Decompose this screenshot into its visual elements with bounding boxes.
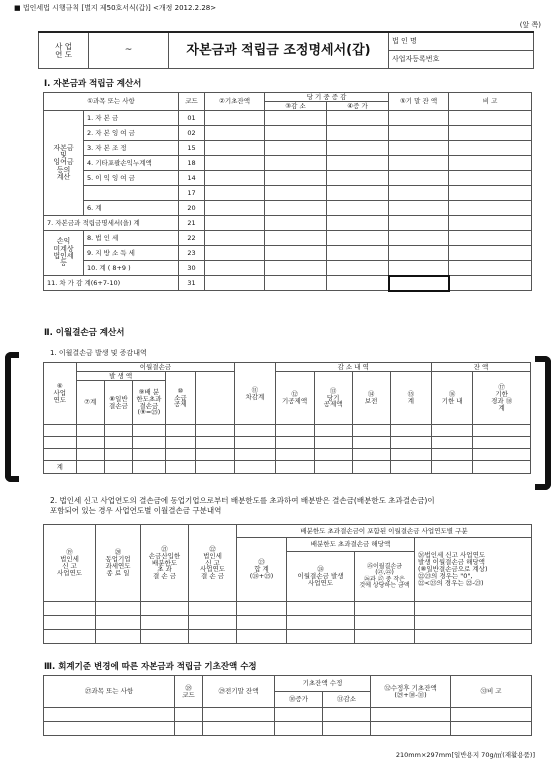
cell[interactable] [196, 437, 235, 449]
cell[interactable] [449, 156, 532, 171]
row-item: 3. 자 본 조 정 [84, 141, 179, 156]
cell[interactable] [44, 602, 96, 616]
cell-end-total[interactable] [389, 276, 449, 291]
cell[interactable] [165, 449, 195, 461]
cell[interactable] [327, 201, 389, 216]
cell[interactable] [314, 449, 352, 461]
cell[interactable] [287, 616, 355, 630]
col-c21: ㉑ 손금산입한 배분한도 초 과 결 손 금 [141, 525, 189, 602]
corp-name-field[interactable]: 법 인 명 [389, 32, 534, 50]
col-note: 비 고 [449, 93, 532, 111]
cell[interactable] [275, 722, 323, 736]
cell[interactable] [205, 216, 265, 231]
form-reference: ■ 법인세법 시행규칙 [별지 제50호서식(갑)] <개정 2012.2.28> [14, 4, 217, 12]
cell[interactable] [104, 449, 132, 461]
cell[interactable] [44, 708, 175, 722]
cell[interactable] [352, 437, 390, 449]
biz-reg-field[interactable]: 사업자등록번호 [389, 50, 534, 69]
row-code: 17 [179, 186, 205, 201]
cell[interactable] [235, 461, 275, 474]
cell[interactable] [104, 437, 132, 449]
cell[interactable] [327, 126, 389, 141]
loss-total-label: 계 [44, 461, 77, 474]
cell[interactable] [449, 141, 532, 156]
cell[interactable] [327, 156, 389, 171]
section2-sub1: 1. 이월결손금 발생 및 증감내역 [50, 349, 147, 357]
cell[interactable] [133, 437, 166, 449]
page-side-label: (앞 쪽) [519, 21, 541, 29]
cell[interactable] [196, 449, 235, 461]
col-refund: ⑩ 소급 공제 [165, 372, 195, 425]
cell[interactable] [389, 216, 449, 231]
cell[interactable] [473, 461, 531, 474]
split-table [43, 524, 532, 644]
cell[interactable] [44, 437, 77, 449]
cell[interactable] [389, 111, 449, 126]
cell[interactable] [352, 449, 390, 461]
cell[interactable] [205, 141, 265, 156]
cell[interactable] [415, 630, 532, 644]
cell[interactable] [104, 425, 132, 437]
cell[interactable] [265, 261, 327, 276]
cell[interactable] [355, 602, 415, 616]
cell[interactable] [389, 156, 449, 171]
cell[interactable] [449, 276, 532, 291]
hand-drawn-right-bracket [535, 356, 551, 490]
cell[interactable] [314, 437, 352, 449]
title-block [38, 31, 534, 69]
cell[interactable] [355, 616, 415, 630]
col-split: 배분한도 초과결손금이 포함된 이월결손금 사업연도별 구분 [237, 525, 532, 538]
row-code: 01 [179, 111, 205, 126]
cell[interactable] [133, 449, 166, 461]
col-c25: ㉕이월결손금 (㉑,㉒) ㉖과 ㉗ 중 작은 것에 상당하는 금액 [355, 552, 415, 602]
cell[interactable] [141, 630, 189, 644]
cell[interactable] [473, 425, 531, 437]
cell[interactable] [432, 437, 473, 449]
cell[interactable] [451, 722, 532, 736]
col-c22: ㉒ 법인세 신 고 사업연도 결 손 금 [189, 525, 237, 602]
cell[interactable] [44, 722, 175, 736]
cell[interactable] [205, 126, 265, 141]
cell[interactable] [314, 425, 352, 437]
col-code: ㉘ 코드 [175, 676, 203, 708]
col-code: 코드 [179, 93, 205, 111]
cell[interactable] [352, 425, 390, 437]
cell[interactable] [389, 201, 449, 216]
section3-heading: Ⅲ. 회계기준 변경에 따른 자본금과 적립금 기초잔액 수정 [44, 662, 257, 672]
row-item: 5. 이 익 잉 여 금 [84, 171, 179, 186]
cell[interactable] [265, 126, 327, 141]
cell[interactable] [449, 231, 532, 246]
cell[interactable] [265, 186, 327, 201]
col-decrease: 감 소 내 역 [275, 363, 432, 372]
cell[interactable] [205, 276, 265, 291]
cell[interactable] [205, 171, 265, 186]
cell[interactable] [141, 602, 189, 616]
cell[interactable] [275, 437, 314, 449]
cell[interactable] [96, 602, 141, 616]
row-code: 18 [179, 156, 205, 171]
col-occur: 발 생 액 [76, 372, 165, 381]
cell[interactable] [449, 126, 532, 141]
cell[interactable] [432, 461, 473, 474]
cell[interactable] [76, 461, 104, 474]
cell[interactable] [390, 461, 431, 474]
cell[interactable] [237, 602, 287, 616]
col-change: 당 기 중 증 감 [265, 93, 389, 102]
col-fill: ⑭ 보전 [352, 372, 390, 425]
cell[interactable] [96, 630, 141, 644]
cell[interactable] [237, 630, 287, 644]
cell[interactable] [44, 449, 77, 461]
cell[interactable] [175, 722, 203, 736]
cell[interactable] [275, 708, 323, 722]
cell[interactable] [189, 630, 237, 644]
cell[interactable] [449, 246, 532, 261]
row-item: 6. 계 [84, 201, 179, 216]
cell[interactable] [389, 186, 449, 201]
cell[interactable] [415, 616, 532, 630]
cell[interactable] [449, 186, 532, 201]
cell[interactable] [449, 261, 532, 276]
section2-sub2: 2. 법인세 신고 사업연도의 결손금에 동업기업으로부터 배분한도를 초과하여 배분받은 결손금(배분한도 초과결손금)이 포함되어 있는 경우 사업연도별 이월결손금 구분내역 [50, 496, 435, 516]
cell[interactable] [390, 437, 431, 449]
row-code: 21 [179, 216, 205, 231]
col-curr: ⑬ 당기 공제액 [314, 372, 352, 425]
period-label: 사 업 연 도 [39, 32, 89, 69]
cell[interactable] [203, 708, 275, 722]
cell[interactable] [265, 246, 327, 261]
cell[interactable] [165, 437, 195, 449]
cell[interactable] [196, 461, 235, 474]
row-item[interactable] [84, 186, 179, 201]
cell[interactable] [389, 246, 449, 261]
col-begin: ②기초잔액 [205, 93, 265, 111]
cell[interactable] [473, 449, 531, 461]
cell[interactable] [449, 171, 532, 186]
col-remain: 잔 액 [432, 363, 531, 372]
col-c26: ㉖법인세 신고 사업연도 발생 이월결손금 해당액 (⑧일반결손금으로 계상) ㉒㉓의 경우는 "0", ㉒<㉓의 경우는 ㉒-㉓) [415, 538, 532, 602]
cell[interactable] [205, 231, 265, 246]
col-dec: ③감 소 [265, 102, 327, 111]
col-loss: 이월결손금 [76, 363, 235, 372]
cell[interactable] [175, 708, 203, 722]
cell[interactable] [76, 449, 104, 461]
col-within: ⑯ 기한 내 [432, 372, 473, 425]
cell[interactable] [371, 708, 451, 722]
cell[interactable] [327, 261, 389, 276]
col-c23: ㉓ 합 계 (㉔+㉕) [237, 538, 287, 602]
cell[interactable] [205, 111, 265, 126]
col-c19: ⑲ 법인세 신 고 사업연도 [44, 525, 96, 602]
col-adj: 기초잔액 수정 [275, 676, 371, 692]
cell[interactable] [205, 261, 265, 276]
cell[interactable] [432, 449, 473, 461]
col-item: ㉗과목 또는 사항 [44, 676, 175, 708]
cell[interactable] [314, 461, 352, 474]
col-deducted: ⑫ 기공제액 [275, 372, 314, 425]
col-item: ①과목 또는 사항 [44, 93, 179, 111]
cell[interactable] [205, 201, 265, 216]
row-code: 20 [179, 201, 205, 216]
cell[interactable] [235, 425, 275, 437]
col-end: ⑤기 말 잔 액 [389, 93, 449, 111]
section2-heading: Ⅱ. 이월결손금 계산서 [44, 328, 125, 338]
row-item: 8. 법 인 세 [84, 231, 179, 246]
cell[interactable] [265, 171, 327, 186]
col-dec: ㉛감소 [323, 692, 371, 708]
cell[interactable] [449, 216, 532, 231]
col-total: ⑦계 [76, 381, 104, 425]
cell[interactable] [352, 461, 390, 474]
cell[interactable] [165, 425, 195, 437]
row-item: 9. 지 방 소 득 세 [84, 246, 179, 261]
col-balance: ⑪ 차감계 [235, 363, 275, 425]
cell[interactable] [203, 722, 275, 736]
cell[interactable] [323, 708, 371, 722]
col-special: ⑨배 분 한도초과 결손금 (⑨=㉕) [133, 381, 166, 425]
cell[interactable] [237, 616, 287, 630]
cell[interactable] [104, 461, 132, 474]
row-code: 02 [179, 126, 205, 141]
period-field[interactable]: ~ [89, 32, 169, 69]
cell[interactable] [265, 231, 327, 246]
cell[interactable] [327, 186, 389, 201]
cell[interactable] [389, 141, 449, 156]
col-dec-total: ⑮ 계 [390, 372, 431, 425]
cell[interactable] [327, 246, 389, 261]
cell[interactable] [265, 216, 327, 231]
cell[interactable] [449, 111, 532, 126]
col-expired: ⑰ 기한 경과 [491, 383, 508, 405]
cell[interactable] [235, 437, 275, 449]
cell[interactable] [133, 461, 166, 474]
row-item: 10. 계 ( 8+9 ) [84, 261, 179, 276]
cell[interactable] [205, 246, 265, 261]
cell[interactable] [327, 216, 389, 231]
hand-drawn-left-bracket [5, 352, 19, 482]
cell[interactable] [327, 231, 389, 246]
group-capital: 자본금 및 잉여금 등의 계산 [44, 111, 84, 216]
col-expired-total [473, 372, 531, 425]
cell[interactable] [323, 722, 371, 736]
col-note: ㉝비 고 [451, 676, 532, 708]
cell[interactable] [196, 425, 235, 437]
cell[interactable] [265, 201, 327, 216]
cell[interactable] [355, 630, 415, 644]
adjust-table [43, 675, 532, 736]
col-prev: ㉙전기말 잔액 [203, 676, 275, 708]
form-title: 자본금과 적립금 조정명세서(갑) [169, 32, 389, 69]
cell[interactable] [133, 425, 166, 437]
cell[interactable] [275, 425, 314, 437]
section1-heading: Ⅰ. 자본금과 적립금 계산서 [44, 79, 142, 89]
cell[interactable] [287, 602, 355, 616]
cell[interactable] [235, 449, 275, 461]
cell[interactable] [415, 602, 532, 616]
col-inc: ④증 가 [327, 102, 389, 111]
cell[interactable] [389, 261, 449, 276]
cell[interactable] [141, 616, 189, 630]
cell[interactable] [287, 630, 355, 644]
cell[interactable] [265, 276, 327, 291]
cell[interactable] [371, 722, 451, 736]
section1-table [43, 92, 532, 292]
col-inc: ㉚증가 [275, 692, 323, 708]
cell[interactable] [327, 111, 389, 126]
col-after: ㉜수정후 기초잔액 (㉙+㉚-㉛) [371, 676, 451, 708]
loss-table [43, 362, 531, 474]
cell[interactable] [449, 201, 532, 216]
row-code: 31 [179, 276, 205, 291]
col-rem-total: ⑱ 계 [498, 397, 513, 412]
row-item: 11. 차 가 감 계(6+7-10) [44, 276, 179, 291]
cell[interactable] [389, 126, 449, 141]
row-item: 7. 자본금과 적립금명세서(을) 계 [44, 216, 179, 231]
cell[interactable] [265, 141, 327, 156]
cell[interactable] [44, 425, 77, 437]
cell[interactable] [275, 461, 314, 474]
cell[interactable] [451, 708, 532, 722]
cell[interactable] [205, 156, 265, 171]
paper-spec: 210mm×297mm[일반용지 70g/㎡(재활용품)] [395, 751, 535, 759]
col-excess: 배분한도 초과결손금 해당액 [287, 538, 415, 552]
row-code: 23 [179, 246, 205, 261]
cell[interactable] [189, 616, 237, 630]
cell[interactable] [76, 425, 104, 437]
cell[interactable] [165, 461, 195, 474]
cell[interactable] [432, 425, 473, 437]
cell[interactable] [327, 276, 389, 291]
cell[interactable] [390, 425, 431, 437]
cell[interactable] [327, 171, 389, 186]
col-c20: ⑳ 동업기업 과세연도 종 료 일 [96, 525, 141, 602]
cell[interactable] [44, 616, 96, 630]
cell[interactable] [44, 630, 96, 644]
row-code: 14 [179, 171, 205, 186]
row-code: 15 [179, 141, 205, 156]
cell[interactable] [265, 111, 327, 126]
col-year: ⑥ 사업 연도 [44, 363, 77, 425]
cell[interactable] [96, 616, 141, 630]
row-item: 2. 자 본 잉 여 금 [84, 126, 179, 141]
row-code: 30 [179, 261, 205, 276]
cell[interactable] [389, 171, 449, 186]
col-general: ⑧일반 결손금 [104, 381, 132, 425]
cell[interactable] [473, 437, 531, 449]
row-item: 4. 기타포괄손익누계액 [84, 156, 179, 171]
row-item: 1. 자 본 금 [84, 111, 179, 126]
group-tax: 손익 미계상 법인세 등 [44, 231, 84, 276]
cell[interactable] [327, 141, 389, 156]
cell[interactable] [390, 449, 431, 461]
cell[interactable] [275, 449, 314, 461]
row-code: 22 [179, 231, 205, 246]
cell[interactable] [265, 156, 327, 171]
cell[interactable] [205, 186, 265, 201]
cell[interactable] [189, 602, 237, 616]
col-c24: ㉔ 이월결손금 발생 사업연도 [287, 552, 355, 602]
cell[interactable] [389, 231, 449, 246]
cell[interactable] [76, 437, 104, 449]
